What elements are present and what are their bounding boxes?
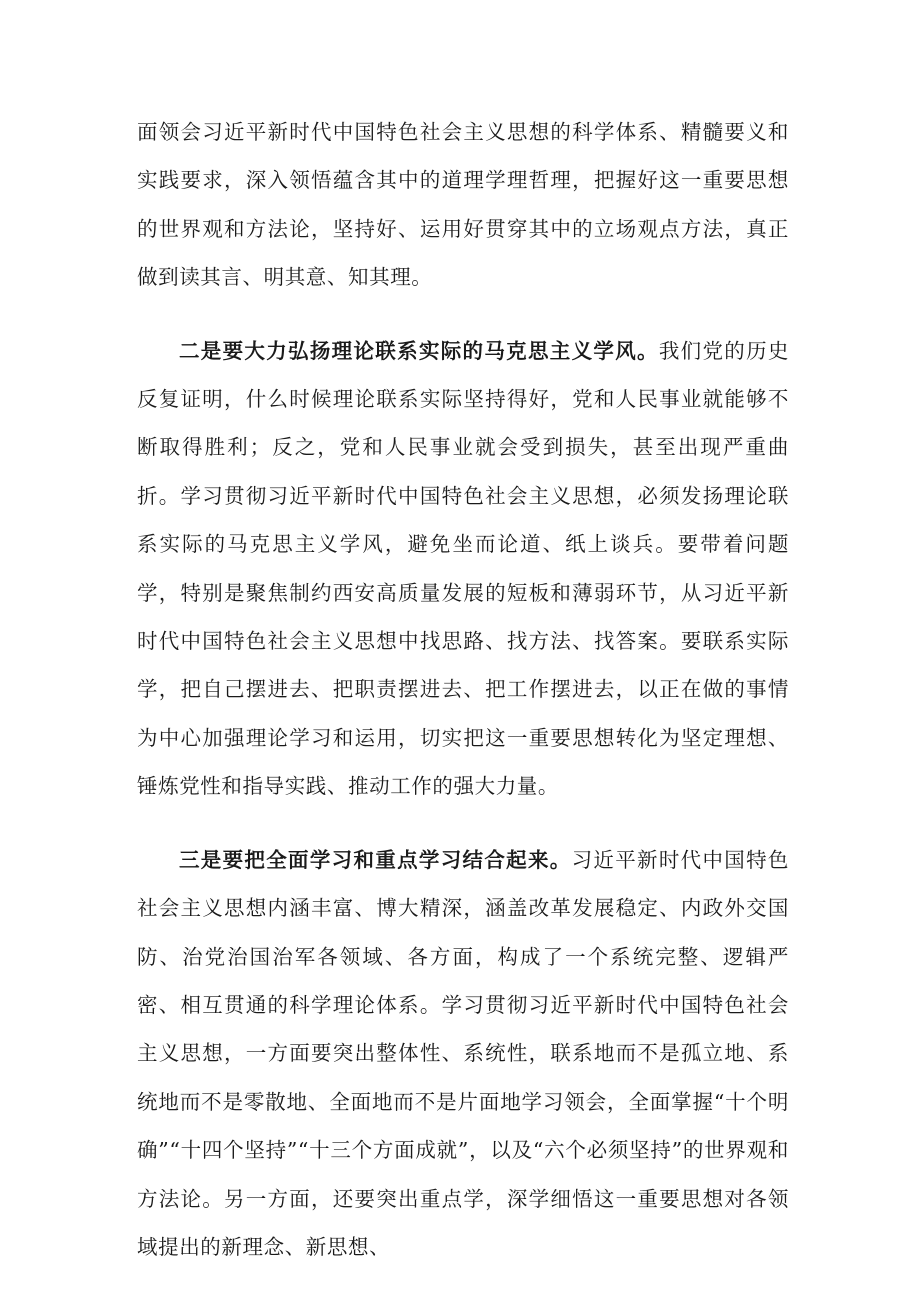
- document-page: [137, 108, 789, 1271]
- paragraph-heading: 二是要大力弘扬理论联系实际的马克思主义学风。: [179, 338, 659, 363]
- paragraph-text: 我们党的历史反复证明，什么时候理论联系实际坚持得好，党和人民事业就能够不断取得胜利；反之，党和人民事业就会受到损失，甚至出现严重曲折。学习贯彻习近平新时代中国特色社会主义思想，必须发扬理论联系实际的马克思主义学风，避免坐而论道、纸上谈兵。要带着问题学，特别是聚焦制约西安高质量发展的短板和薄弱环节，从习近平新时代中国特色社会主义思想中找思路、找方法、找答案。要联系实际学，把自己摆进去、把职责摆进去、把工作摆进去，以正在做的事情为中心加强理论学习和运用，切实把这一重要思想转化为坚定理想、锤炼党性和指导实践、推动工作的强大力量。: [137, 338, 789, 799]
- paragraph-heading: 三是要把全面学习和重点学习结合起来。: [179, 847, 572, 872]
- paragraph-point-three: [137, 836, 789, 1272]
- paragraph-continuation: [137, 108, 789, 302]
- paragraph-text: 习近平新时代中国特色社会主义思想内涵丰富、博大精深，涵盖改革发展稳定、内政外交国防、治党治国治军各领域、各方面，构成了一个系统完整、逻辑严密、相互贯通的科学理论体系。学习贯彻习近平新时代中国特色社会主义思想，一方面要突出整体性、系统性，联系地而不是孤立地、系统地而不是零散地、全面地而不是片面地学习领会，全面掌握“十个明确”“十四个坚持”“十三个方面成就”，以及“六个必须坚持”的世界观和方法论。另一方面，还要突出重点学，深学细悟这一重要思想对各领域提出的新理念、新思想、: [137, 847, 789, 1259]
- paragraph-text: 面领会习近平新时代中国特色社会主义思想的科学体系、精髓要义和实践要求，深入领悟蕴含其中的道理学理哲理，把握好这一重要思想的世界观和方法论，坚持好、运用好贯穿其中的立场观点方法，真正做到读其言、明其意、知其理。: [137, 120, 789, 290]
- paragraph-point-two: [137, 327, 789, 811]
